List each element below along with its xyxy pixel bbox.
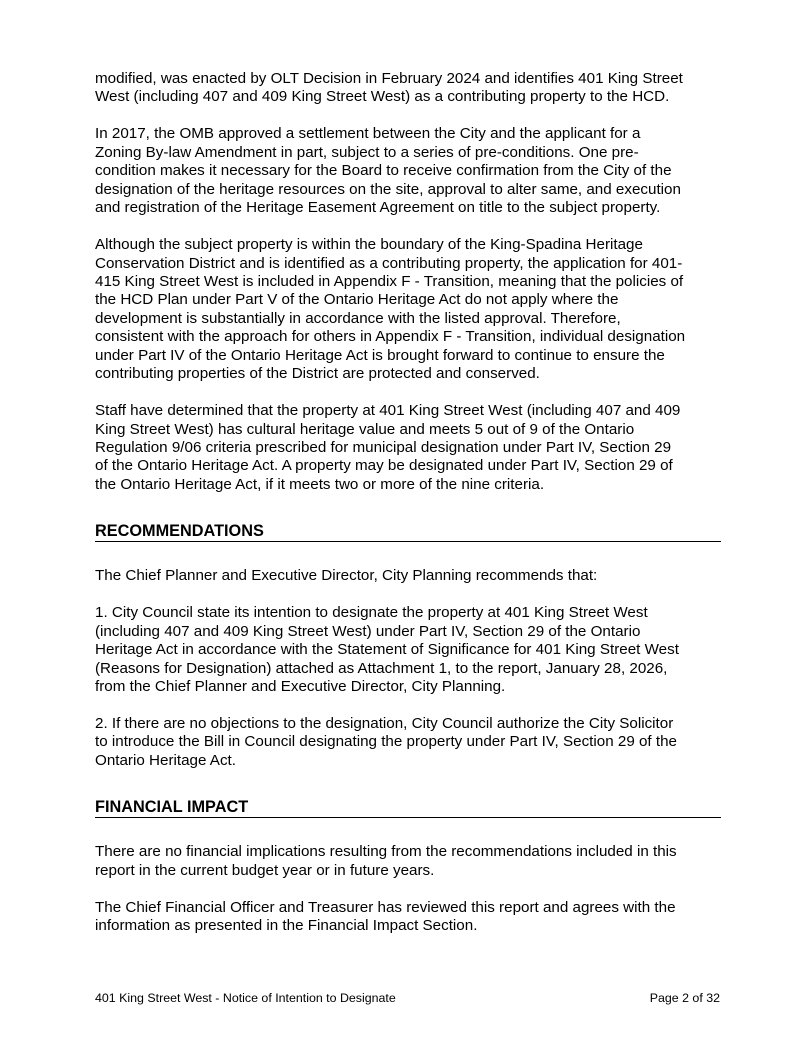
document-page <box>95 70 721 936</box>
recommendation-item-2: 2. If there are no objections to the designation, City Council authorize the City Solicitor to introduce the Bill in Council designating the property under Part IV, Section 29 of the Ontario Heritage Act. <box>95 714 677 769</box>
recommendations-intro: The Chief Planner and Executive Director, City Planning recommends that: <box>95 567 598 585</box>
body-paragraph-omb-settlement: In 2017, the OMB approved a settlement between the City and the applicant for a Zoning By-law Amendment in part, subject to a series of pre-conditions. One pre- condition makes it necessary for the Board to receive confirmation from the City of the designation of the heritage resources on the site, approval to alter same, and execution and registration of the Heritage Easement Agreement on title to the subject property. <box>95 125 681 217</box>
page-footer <box>95 990 720 1006</box>
financial-impact-section-header <box>95 797 721 818</box>
recommendations-section-header <box>95 521 721 542</box>
financial-paragraph-implications: There are no financial implications resulting from the recommendations included in this report in the current budget year or in future years. <box>95 843 677 879</box>
recommendations-heading: RECOMMENDATIONS <box>95 522 264 541</box>
body-paragraph-hcd-plan: modified, was enacted by OLT Decision in February 2024 and identifies 401 King Street West (including 407 and 409 King Street West) as a contributing property to the HCD. <box>95 70 683 106</box>
financial-paragraph-cfo-review: The Chief Financial Officer and Treasurer has reviewed this report and agrees with the information as presented in the Financial Impact Section. <box>95 898 676 935</box>
body-paragraph-staff-determination: Staff have determined that the property at 401 King Street West (including 407 and 409 King Street West) has cultural heritage value and meets 5 out of 9 of the Ontario Regulation 9/06 criteria prescribed for municipal designation under Part IV, Section 29 of the Ontario Heritage Act. A property may be designated under Part IV, Section 29 of the Ontario Heritage Act, if it meets two or more of the nine criteria. <box>95 402 681 493</box>
body-paragraph-appendix-f: Although the subject property is within the boundary of the King-Spadina Heritage Conservation District and is identified as a contributing property, the application for 401- 415 King Street West is included in Appendix F - Transition, meaning that the policies of the HCD Plan under Part V of the Ontario Heritage Act do not apply where the development is substantially in accordance with the listed approval. Therefore, consistent with the approach for others in Appendix F - Transition, individual designation under Part IV of the Ontario Heritage Act is brought forward to continue to ensure the contributing properties of the District are protected and conserved. <box>95 236 686 383</box>
financial-impact-heading: FINANCIAL IMPACT <box>95 798 249 817</box>
recommendation-item-1: 1. City Council state its intention to designate the property at 401 King Street West (including 407 and 409 King Street West) under Part IV, Section 29 of the Ontario Heritage Act in accordance with the Statement of Significance for 401 King Street West (Reasons for Designation) attached as Attachment 1, to the report, January 28, 2026, from the Chief Planner and Executive Director, City Planning. <box>95 604 679 696</box>
footer-page-number: Page 2 of 32 <box>649 991 720 1005</box>
footer-document-title: 401 King Street West - Notice of Intention to Designate <box>95 991 396 1005</box>
